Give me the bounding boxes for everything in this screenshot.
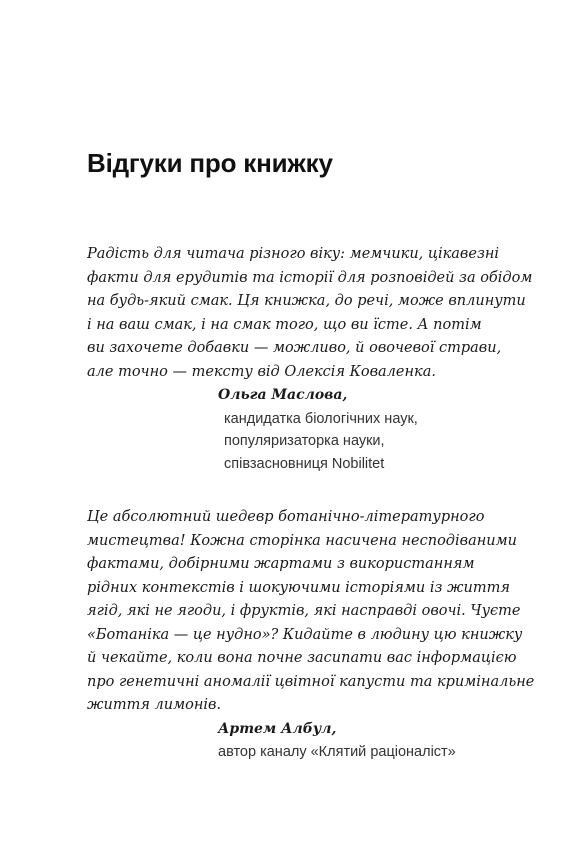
review-attribution [218,718,507,764]
review-attribution [218,384,507,475]
quote-line: «Ботаніка — це нудно»? Кидайте в людину цю книжку [87,626,523,643]
quote-line: але точно — тексту від Олексія Коваленка. [87,363,436,380]
author-role: співзасновниця Nobilitet [224,455,385,472]
author-role: популяризаторка науки, [224,433,385,449]
quote-line: на будь-який смак. Ця книжка, до речі, може вплинути [87,293,526,309]
review-quote [87,506,535,718]
author-role: автор каналу «Клятий раціоналіст» [218,744,456,760]
quote-line: рідних контекстів і шокуючими історіями із життя [87,579,510,596]
review-2 [87,506,535,764]
quote-line: і на ваш смак, і на смак того, що ви їсте. А потім [87,316,482,333]
author-name: Ольга Маслова, [218,387,348,403]
author-name: Артем Албул, [218,720,337,737]
author-role: кандидатка біологічних наук, [224,410,418,427]
quote-line: Радість для читача різного віку: мемчики, цікавезні [87,246,500,262]
quote-line: ягід, які не ягоди, і фруктів, які насправді овочі. Чуєте [87,603,521,619]
quote-line: мистецтва! Кожна сторінка насичена несподіваними [87,532,517,549]
quote-line: фактами, добірними жартами з використанням [87,556,475,572]
review-quote [87,243,533,384]
quote-line: факти для ерудитів та історії для розповідей за обідом [87,269,533,286]
quote-line: й чекайте, коли вона почне засипати вас інформацією [87,650,517,666]
quote-line: життя лимонів. [87,697,222,713]
review-1 [87,243,533,475]
page-title: Відгуки про книжку [87,148,333,178]
quote-line: Це абсолютний шедевр ботанічно-літературного [87,509,485,525]
quote-line: про генетичні аномалії цвітної капусти та кримінальне [87,673,535,690]
quote-line: ви захочете добавки — можливо, й овочевої страви, [87,340,502,356]
